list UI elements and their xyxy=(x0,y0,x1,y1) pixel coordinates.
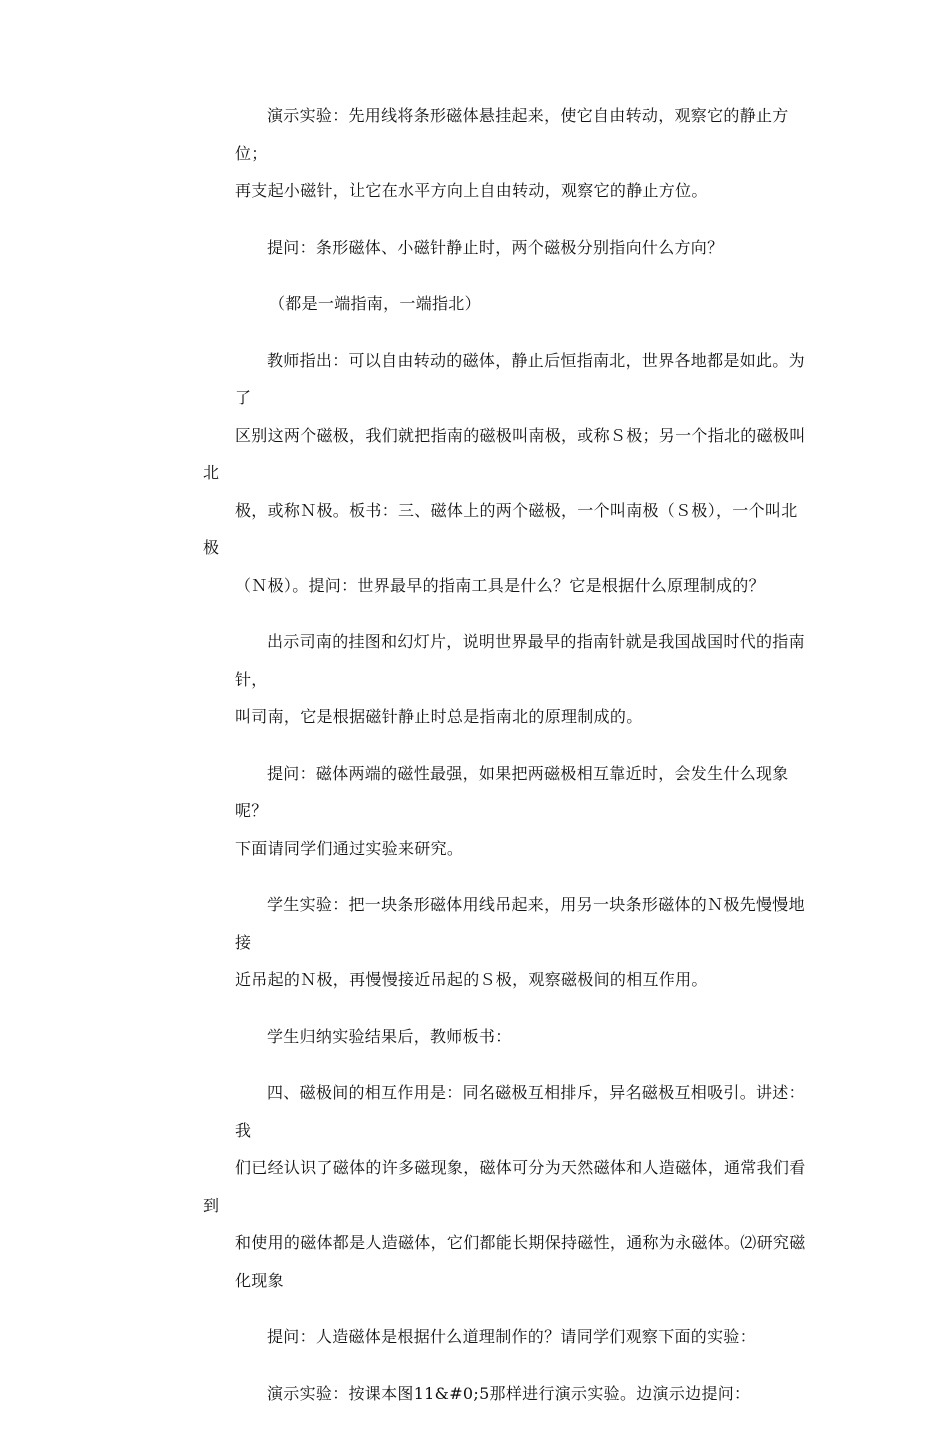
paragraph-question-artificial-magnet xyxy=(203,1318,813,1356)
text-line: 们已经认识了磁体的许多磁现象，磁体可分为天然磁体和人造磁体，通常我们看到 xyxy=(203,1158,806,1215)
paragraph-teacher-points-out xyxy=(203,342,813,605)
text-line: 叫司南，它是根据磁针静止时总是指南北的原理制成的。 xyxy=(235,707,643,726)
text-line: 化现象 xyxy=(235,1270,284,1290)
text-line: 再支起小磁针，让它在水平方向上自由转动，观察它的静止方位。 xyxy=(235,181,708,200)
text-line: 学生归纳实验结果后，教师板书： xyxy=(267,1026,512,1046)
text-line: 出示司南的挂图和幻灯片，说明世界最早的指南针就是我国战国时代的指南针， xyxy=(235,632,805,689)
text-line: 提问：条形磁体、小磁针静止时，两个磁极分别指向什么方向？ xyxy=(267,237,724,257)
paragraph-pole-interaction xyxy=(203,1074,813,1299)
text-line: 近吊起的Ｎ极，再慢慢接近吊起的Ｓ极，观察磁极间的相互作用。 xyxy=(235,970,708,989)
text-line: 四、磁极间的相互作用是：同名磁极互相排斥，异名磁极互相吸引。讲述：我 xyxy=(235,1083,805,1140)
text-line: 演示实验：先用线将条形磁体悬挂起来，使它自由转动，观察它的静止方位； xyxy=(235,106,789,163)
text-line: 演示实验：按课本图11&#0;5那样进行演示实验。边演示边提问： xyxy=(267,1383,751,1403)
text-line: 极，或称Ｎ极。板书：三、磁体上的两个磁极，一个叫南极（Ｓ极），一个叫北极 xyxy=(203,500,798,557)
paragraph-demo-experiment-2 xyxy=(203,1375,813,1413)
text-line: 教师指出：可以自由转动的磁体，静止后恒指南北，世界各地都是如此。为了 xyxy=(235,350,805,407)
paragraph-student-summary xyxy=(203,1018,813,1056)
paragraph-demo-experiment-1 xyxy=(203,97,813,210)
paragraph-question-poles xyxy=(203,229,813,267)
paragraph-student-experiment xyxy=(203,886,813,999)
text-line: 下面请同学们通过实验来研究。 xyxy=(235,838,464,858)
paragraph-answer-note xyxy=(203,285,813,323)
text-line: （Ｎ极）。提问：世界最早的指南工具是什么？它是根据什么原理制成的？ xyxy=(235,575,765,595)
text-line: 提问：磁体两端的磁性最强，如果把两磁极相互靠近时，会发生什么现象呢？ xyxy=(235,763,789,820)
text-line: 和使用的磁体都是人造磁体，它们都能长期保持磁性，通称为永磁体。⑵研究磁 xyxy=(235,1233,806,1252)
text-line: 区别这两个磁极，我们就把指南的磁极叫南极，或称Ｓ极；另一个指北的磁极叫北 xyxy=(203,425,806,482)
paragraph-sinan-compass xyxy=(203,623,813,736)
text-line: 提问：人造磁体是根据什么道理制作的？请同学们观察下面的实验： xyxy=(267,1327,757,1346)
text-line: 学生实验：把一块条形磁体用线吊起来，用另一块条形磁体的Ｎ极先慢慢地接 xyxy=(235,895,805,952)
document-body xyxy=(203,97,813,1431)
paragraph-question-magnetism xyxy=(203,755,813,868)
text-line: （都是一端指南，一端指北） xyxy=(269,294,481,313)
